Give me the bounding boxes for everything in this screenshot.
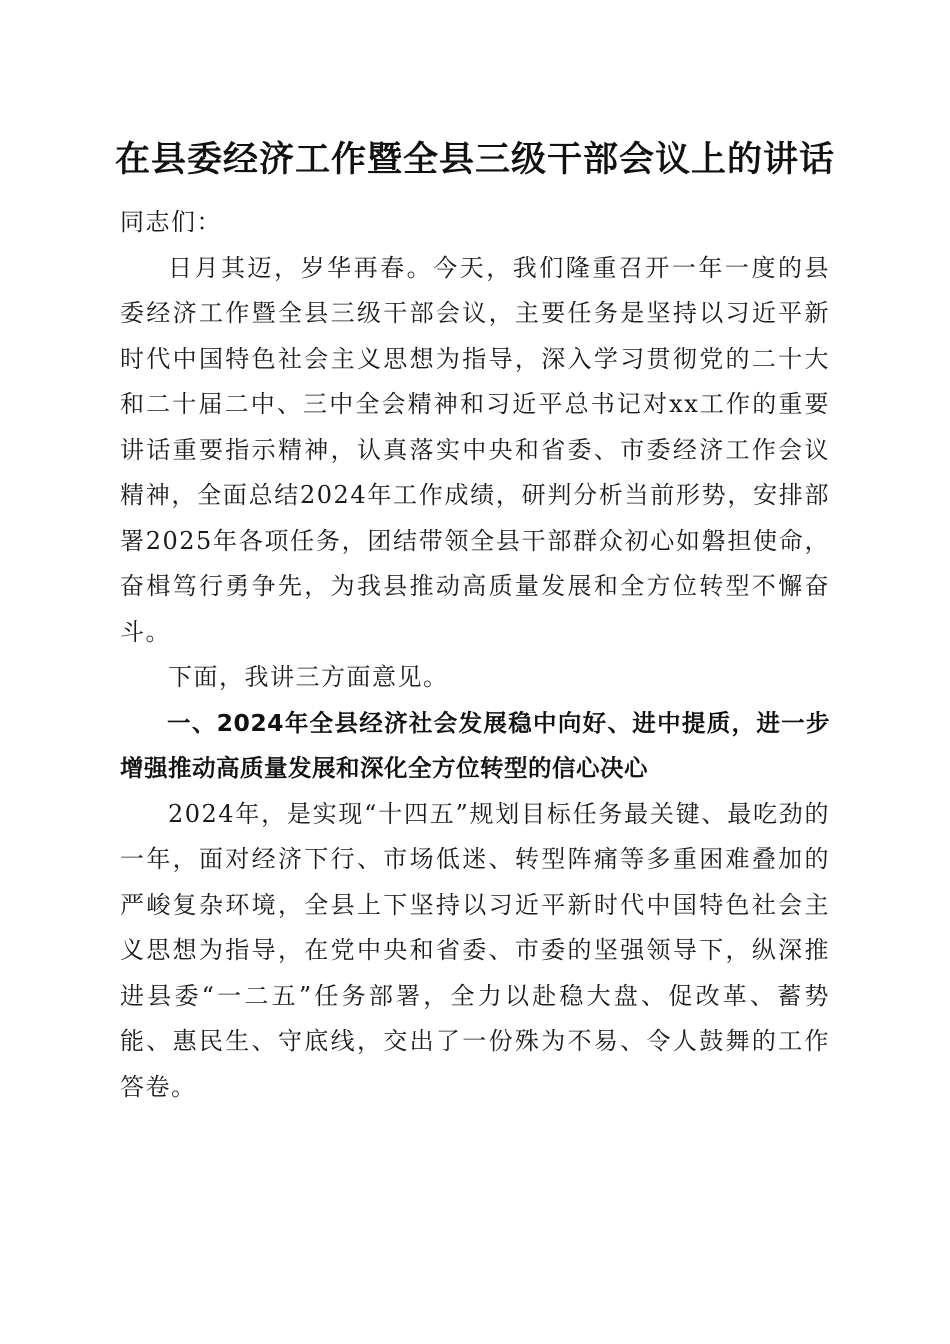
opening-paragraph: 日月其迈，岁华再春。今天，我们隆重召开一年一度的县委经济工作暨全县三级干部会议，主要任务是坚持以习近平新时代中国特色社会主义思想为指导，深入学习贯彻党的二十大和二十届二中、三中全会精神和习近平总书记对xx工作的重要讲话重要指示精神，认真落实中央和省委、市委经济工作会议精神，全面总结2024年工作成绩，研判分析当前形势，安排部署2025年各项任务，团结带领全县干部群众初心如磐担使命，奋楫笃行勇争先，为我县推动高质量发展和全方位转型不懈奋斗。 xyxy=(120,253,830,646)
section-paragraph: 2024年，是实现“十四五”规划目标任务最关键、最吃劲的一年，面对经济下行、市场低迷、转型阵痛等多重困难叠加的严峻复杂环境，全县上下坚持以习近平新时代中国特色社会主义思想为指导，在党中央和省委、市委的坚强领导下，纵深推进县委“一二五”任务部署，全力以赴稳大盘、促改革、蓄势能、惠民生、守底线，交出了一份殊为不易、令人鼓舞的工作答卷。 xyxy=(120,799,830,1101)
section-heading: 一、2024年全县经济社会发展稳中向好、进中提质，进一步增强推动高质量发展和深化全方位转型的信心决心 xyxy=(120,708,830,782)
salutation: 同志们： xyxy=(120,208,222,236)
transition-paragraph: 下面，我讲三方面意见。 xyxy=(168,663,449,691)
document-body xyxy=(120,200,830,1110)
document-title: 在县委经济工作暨全县三级干部会议上的讲话 xyxy=(114,139,835,180)
